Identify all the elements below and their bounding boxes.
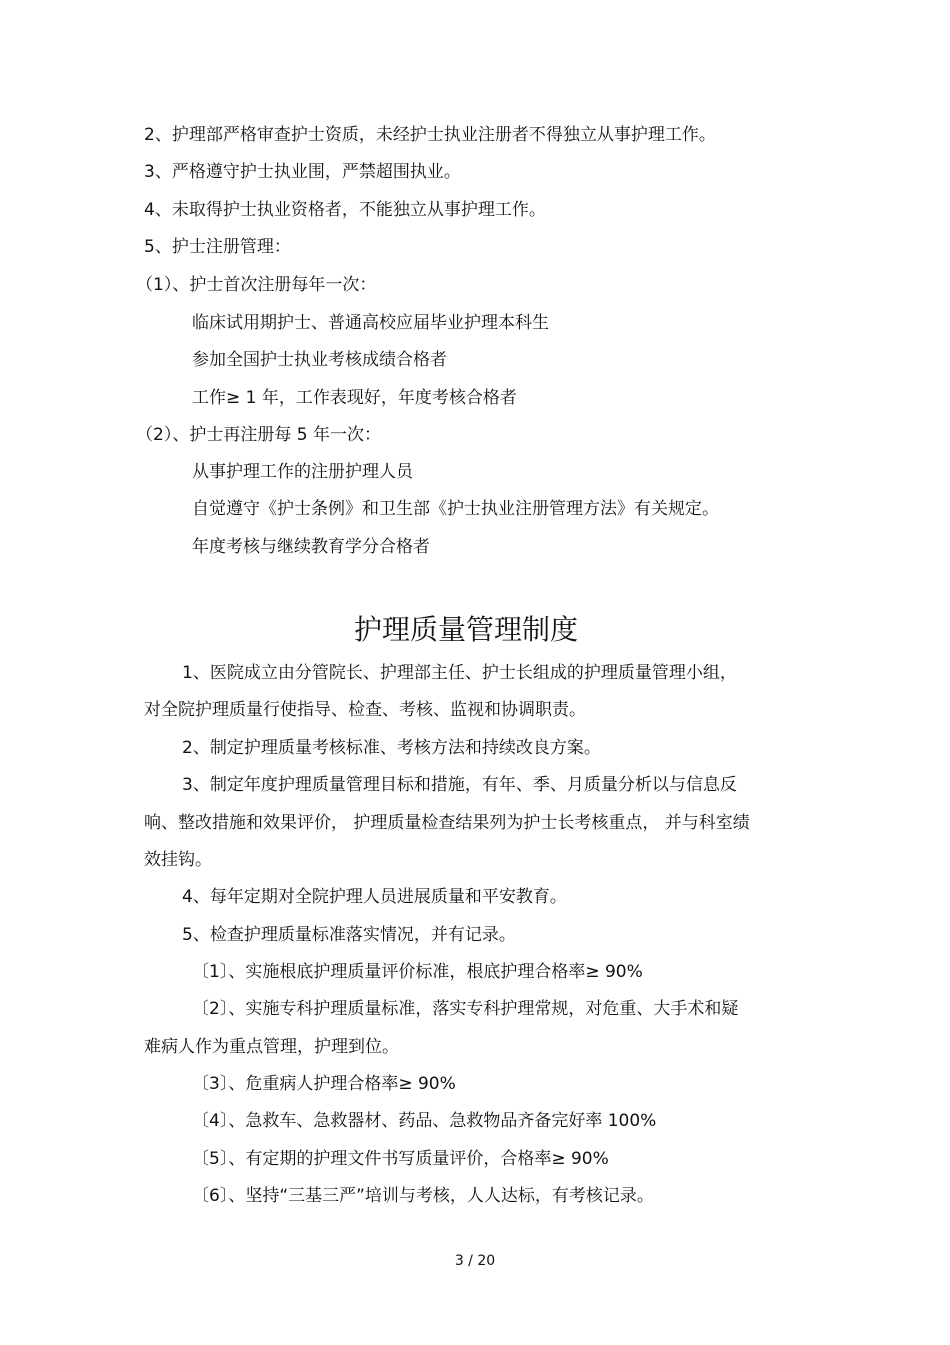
section-paragraph-line: 3、制定年度护理质量管理目标和措施，有年、季、月质量分析以与信息反 — [182, 775, 737, 795]
section-paragraph-line: 对全院护理质量行使指导、检查、考核、监视和协调职责。 — [144, 700, 586, 720]
page-number: 3 / 20 — [454, 1253, 496, 1269]
section-title: 护理质量管理制度 — [353, 613, 578, 646]
section-subitem-line: 〔6〕、坚持“三基三严”培训与考核，人人达标，有考核记录。 — [192, 1186, 654, 1206]
section-subitem-line: 〔3〕、危重病人护理合格率≥ 90% — [192, 1074, 456, 1094]
section-paragraph-line: 4、每年定期对全院护理人员进展质量和平安教育。 — [182, 887, 567, 907]
first-registration-heading: （1）、护士首次注册每年一次： — [136, 275, 377, 295]
section-subitem-line: 难病人作为重点管理，护理到位。 — [144, 1037, 399, 1057]
section-paragraph-line: 2、制定护理质量考核标准、考核方法和持续改良方案。 — [182, 738, 601, 758]
section-paragraph-line: 5、检查护理质量标准落实情况，并有记录。 — [182, 925, 516, 945]
requirement-item-2: 2、护理部严格审查护士资质，未经护士执业注册者不得独立从事护理工作。 — [144, 125, 716, 145]
re-registration-heading: （2）、护士再注册每 5 年一次： — [136, 425, 381, 445]
section-subitem-line: 〔1〕、实施根底护理质量评价标准，根底护理合格率≥ 90% — [192, 962, 643, 982]
requirement-item-5: 5、护士注册管理： — [144, 237, 291, 257]
section-subitem-line: 〔2〕、实施专科护理质量标准，落实专科护理常规，对危重、大手术和疑 — [192, 999, 739, 1019]
section-subitem-line: 〔4〕、急救车、急救器材、药品、急救物品齐备完好率 100% — [192, 1111, 657, 1131]
re-registration-condition: 从事护理工作的注册护理人员 — [192, 462, 413, 482]
requirement-item-4: 4、未取得护士执业资格者，不能独立从事护理工作。 — [144, 200, 546, 220]
re-registration-condition: 自觉遵守《护士条例》和卫生部《护士执业注册管理方法》有关规定。 — [192, 499, 719, 519]
first-registration-condition: 临床试用期护士、普通高校应届毕业护理本科生 — [192, 313, 549, 333]
re-registration-condition: 年度考核与继续教育学分合格者 — [192, 537, 430, 557]
section-paragraph-line: 响、整改措施和效果评价， 护理质量检查结果列为护士长考核重点， 并与科室绩 — [144, 813, 750, 833]
first-registration-condition: 工作≥ 1 年，工作表现好，年度考核合格者 — [192, 388, 517, 408]
section-subitem-line: 〔5〕、有定期的护理文件书写质量评价，合格率≥ 90% — [192, 1149, 609, 1169]
first-registration-condition: 参加全国护士执业考核成绩合格者 — [192, 350, 447, 370]
requirement-item-3: 3、严格遵守护士执业围，严禁超围执业。 — [144, 162, 461, 182]
section-paragraph-line: 1、医院成立由分管院长、护理部主任、护士长组成的护理质量管理小组， — [182, 663, 737, 683]
section-paragraph-line: 效挂钩。 — [144, 850, 212, 870]
